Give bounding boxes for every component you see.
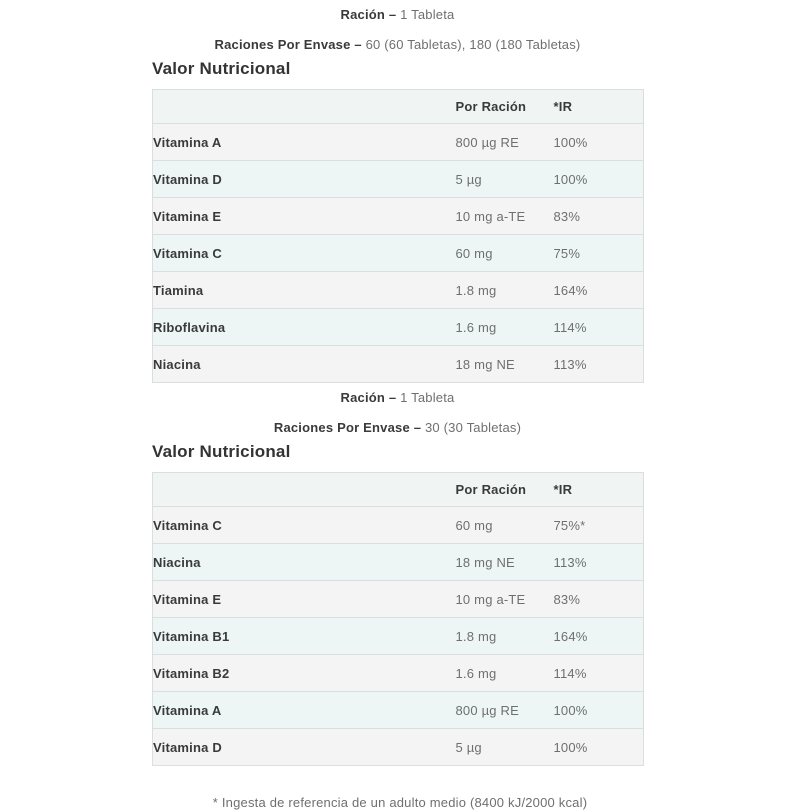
nutrient-name: Tiamina (153, 272, 456, 309)
nutrient-name: Vitamina B2 (153, 655, 456, 692)
per-serving-value: 5 µg (456, 729, 554, 766)
nutrient-name: Vitamina C (153, 235, 456, 272)
ri-value: 114% (554, 309, 644, 346)
table-row (153, 507, 644, 544)
ri-value: 75% (554, 235, 644, 272)
servings-per-container-line (152, 30, 643, 53)
ri-value: 164% (554, 272, 644, 309)
nutrition-table-1 (152, 89, 644, 383)
servings-per-container-value: 30 (30 Tabletas) (424, 419, 522, 435)
per-serving-value: 5 µg (456, 161, 554, 198)
serving-size-value: 1 Tableta (400, 390, 455, 406)
ri-value: 113% (554, 544, 644, 581)
servings-per-container-label: Raciones Por Envase – (273, 419, 422, 435)
ri-value: 83% (554, 581, 644, 618)
servings-per-container-label: Raciones Por Envase – (214, 36, 362, 52)
nutrition-table-2 (152, 472, 644, 766)
table-row (153, 346, 644, 383)
per-serving-value: 800 µg RE (456, 124, 554, 161)
table-header-row (153, 90, 644, 124)
ri-value: 164% (554, 618, 644, 655)
table-row (153, 124, 644, 161)
table-row (153, 198, 644, 235)
per-serving-value: 10 mg a-TE (456, 198, 554, 235)
per-serving-value: 1.6 mg (456, 309, 554, 346)
nutrient-name: Vitamina D (153, 161, 456, 198)
serving-size-line (152, 0, 643, 23)
table-row (153, 272, 644, 309)
table-row (153, 618, 644, 655)
servings-per-container-line (152, 413, 643, 436)
ri-column-header: *IR (554, 473, 644, 507)
section-title: Valor Nutricional (152, 442, 291, 462)
per-serving-value: 10 mg a-TE (456, 581, 554, 618)
nutrient-name: Niacina (153, 346, 456, 383)
ri-value: 114% (554, 655, 644, 692)
per-serving-value: 18 mg NE (456, 346, 554, 383)
ri-value: 100% (554, 692, 644, 729)
ri-value: 100% (554, 729, 644, 766)
table-row (153, 544, 644, 581)
ri-column-header: *IR (554, 90, 644, 124)
table-row (153, 309, 644, 346)
nutrient-column-header (153, 90, 456, 124)
nutrient-name: Niacina (153, 544, 456, 581)
ri-value: 83% (554, 198, 644, 235)
nutrient-name: Vitamina C (153, 507, 456, 544)
table-row (153, 729, 644, 766)
serving-size-label: Ración – (340, 390, 397, 406)
per-serving-column-header: Por Ración (456, 90, 554, 124)
serving-size-value: 1 Tableta (400, 7, 455, 22)
nutrient-name: Vitamina A (153, 692, 456, 729)
reference-intake-footnote: * Ingesta de referencia de un adulto medio (8400 kJ/2000 kcal) (212, 795, 588, 810)
nutrition-section-2 (152, 383, 643, 766)
nutrition-panel (152, 0, 643, 766)
per-serving-value: 60 mg (456, 235, 554, 272)
ri-value: 113% (554, 346, 644, 383)
per-serving-value: 18 mg NE (456, 544, 554, 581)
nutrient-name: Vitamina E (153, 198, 456, 235)
nutrient-name: Riboflavina (153, 309, 456, 346)
nutrient-name: Vitamina D (153, 729, 456, 766)
per-serving-value: 1.6 mg (456, 655, 554, 692)
table-row (153, 581, 644, 618)
nutrient-column-header (153, 473, 456, 507)
per-serving-value: 800 µg RE (456, 692, 554, 729)
table-row (153, 235, 644, 272)
servings-per-container-value: 60 (60 Tabletas), 180 (180 Tabletas) (365, 36, 581, 52)
per-serving-value: 60 mg (456, 507, 554, 544)
ri-value: 100% (554, 124, 644, 161)
nutrient-name: Vitamina E (153, 581, 456, 618)
nutrient-name: Vitamina B1 (153, 618, 456, 655)
serving-size-label: Ración – (340, 7, 397, 22)
ri-value: 100% (554, 161, 644, 198)
nutrition-section-1 (152, 0, 643, 383)
per-serving-value: 1.8 mg (456, 272, 554, 309)
serving-size-line (152, 383, 643, 406)
table-row (153, 161, 644, 198)
section-title: Valor Nutricional (152, 59, 291, 79)
ri-value: 75%* (554, 507, 644, 544)
per-serving-value: 1.8 mg (456, 618, 554, 655)
per-serving-column-header: Por Ración (456, 473, 554, 507)
table-header-row (153, 473, 644, 507)
table-row (153, 692, 644, 729)
nutrient-name: Vitamina A (153, 124, 456, 161)
table-row (153, 655, 644, 692)
